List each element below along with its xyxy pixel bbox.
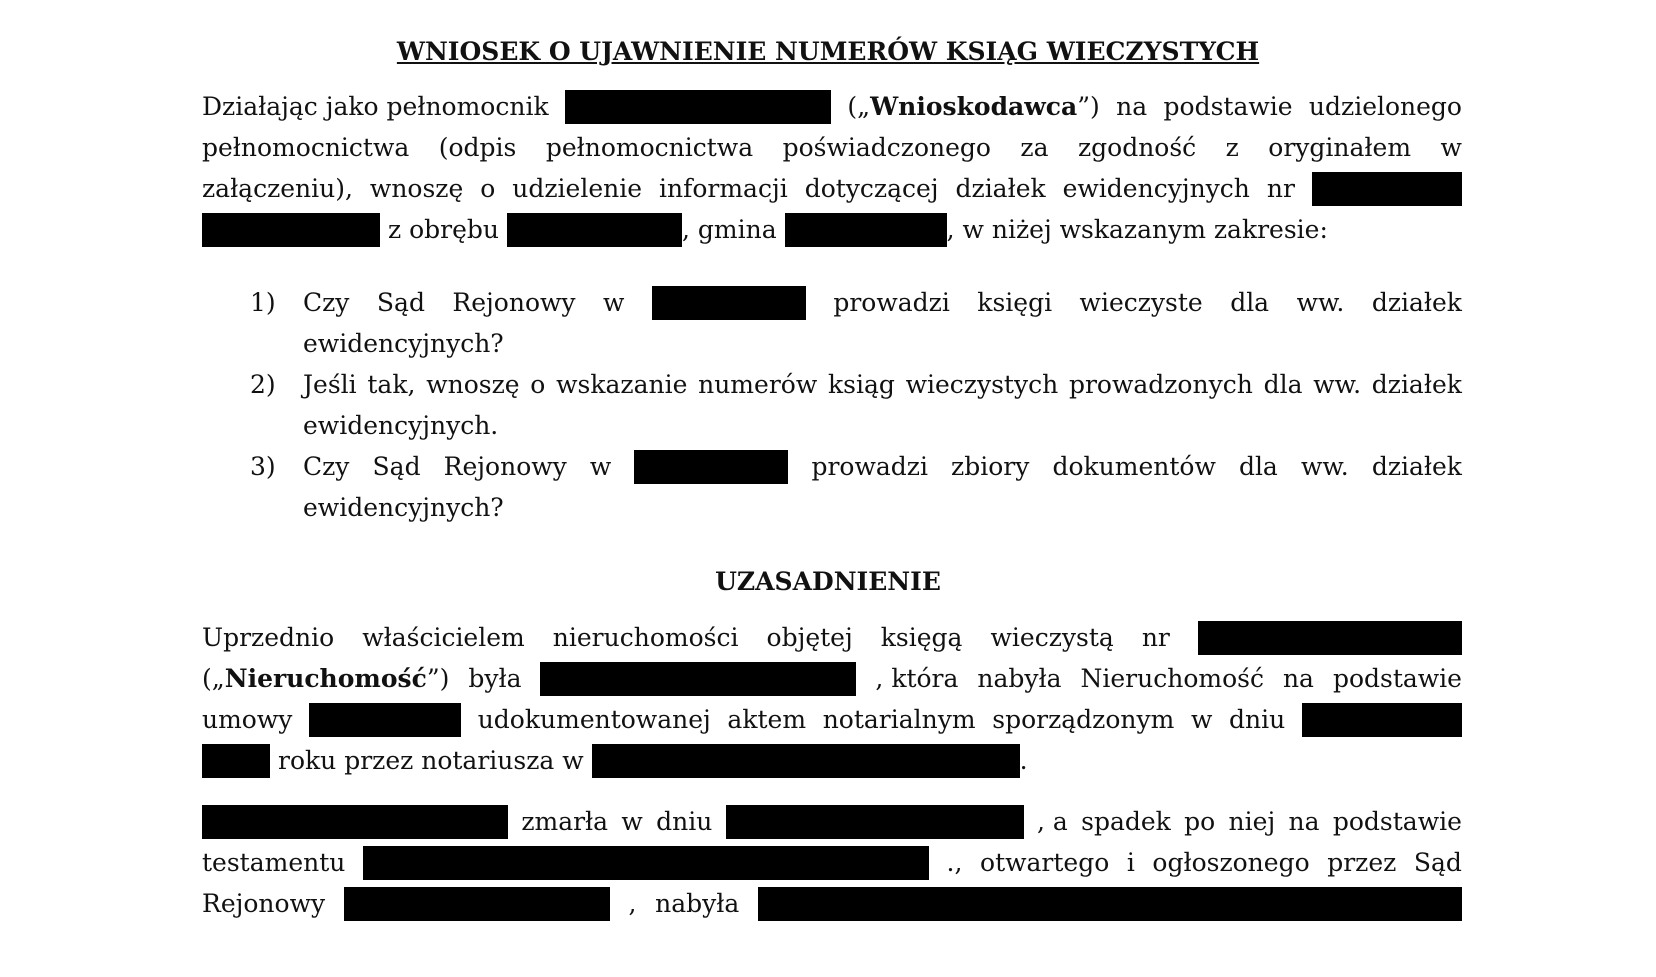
word: informacji	[659, 174, 788, 203]
word: udzielenie	[512, 174, 643, 203]
word: działek	[1371, 370, 1462, 399]
redaction-block	[507, 213, 682, 247]
p1-line-3	[202, 702, 1462, 738]
redaction-block	[1198, 621, 1462, 655]
word: Jeśli	[303, 370, 357, 399]
redaction-block	[565, 90, 831, 124]
intro-line-1	[202, 89, 1462, 125]
word: na	[1282, 664, 1314, 693]
word: za	[1020, 133, 1049, 162]
word: była	[468, 664, 522, 693]
p2-line-3	[202, 886, 1462, 922]
word: pełnomocnictwa	[545, 133, 754, 162]
word: ww.	[1296, 288, 1345, 317]
p2-line-1	[202, 804, 1462, 840]
word: niej	[1228, 807, 1276, 836]
redaction-block	[1312, 172, 1462, 206]
list-item-3-line-2: ewidencyjnych?	[303, 493, 504, 522]
word: i	[1126, 848, 1135, 877]
word: po	[1184, 807, 1216, 836]
word: Rejonowy	[202, 889, 326, 918]
word: poświadczonego	[782, 133, 991, 162]
word: z	[1225, 133, 1239, 162]
p1-line-1	[202, 620, 1462, 656]
word: ogłoszonego	[1152, 848, 1310, 877]
word: umowy	[202, 705, 293, 734]
word: wskazanie	[556, 370, 688, 399]
word: Nieruchomość	[1080, 664, 1264, 693]
word: w	[603, 288, 625, 317]
word: księgi	[977, 288, 1053, 317]
word: nieruchomości	[552, 623, 739, 652]
redaction-block	[592, 744, 1020, 778]
redaction-block	[309, 703, 461, 737]
intro-text: na	[1116, 92, 1148, 121]
word: wnoszę	[369, 174, 464, 203]
word: dla	[1238, 452, 1278, 481]
redaction-block	[726, 805, 1024, 839]
word: księgą	[880, 623, 963, 652]
word: Rejonowy	[452, 288, 576, 317]
word: Rejonowy	[443, 452, 567, 481]
redaction-block	[758, 887, 1462, 921]
word: podstawie	[1332, 664, 1462, 693]
word: wieczystą	[990, 623, 1114, 652]
word: sporządzonym	[992, 705, 1175, 734]
word: ksiąg	[827, 370, 895, 399]
word: ,	[628, 889, 637, 918]
word: właścicielem	[362, 623, 525, 652]
word: otwartego	[980, 848, 1110, 877]
word: nr	[1266, 174, 1295, 203]
p1-line-4	[202, 743, 1462, 779]
intro-text: udzielonego	[1308, 92, 1462, 121]
intro-text: („Wnioskodawca”)	[847, 92, 1100, 121]
word: dniu	[1229, 705, 1286, 734]
word: testamentu	[202, 848, 346, 877]
word: prowadzi	[811, 452, 928, 481]
word: Sąd	[376, 288, 425, 317]
redaction-block	[785, 213, 947, 247]
defined-term: Wnioskodawca	[870, 92, 1078, 121]
word: udokumentowanej	[477, 705, 711, 734]
word: pełnomocnictwa	[202, 133, 410, 162]
word: nabyła	[977, 664, 1062, 693]
word: , która	[875, 664, 959, 693]
word: zmarła	[521, 807, 609, 836]
word: dla	[1230, 288, 1270, 317]
redaction-block	[344, 887, 610, 921]
word: wieczystych	[905, 370, 1059, 399]
defined-term: Nieruchomość	[224, 664, 427, 693]
intro-text: z obrębu	[388, 215, 500, 244]
word: wieczyste	[1079, 288, 1203, 317]
intro-text: , w niżej wskazanym zakresie:	[946, 215, 1328, 244]
redaction-block	[363, 846, 929, 880]
section-heading: UZASADNIENIE	[715, 567, 941, 596]
word: roku przez notariusza w	[278, 746, 584, 775]
p2-line-2	[202, 845, 1462, 881]
word: nabyła	[655, 889, 740, 918]
word: w	[1190, 705, 1213, 734]
list-item-3-line-1	[303, 449, 1462, 485]
word: działek	[955, 174, 1046, 203]
intro-line-2	[202, 130, 1462, 166]
word: dniu	[656, 807, 713, 836]
intro-line-3	[202, 171, 1462, 207]
word: prowadzonych	[1068, 370, 1253, 399]
redaction-block	[1302, 703, 1462, 737]
word: notarialnym	[822, 705, 976, 734]
word: numerów	[698, 370, 818, 399]
word: objętej	[766, 623, 853, 652]
word: aktem	[727, 705, 807, 734]
word: wnoszę	[426, 370, 520, 399]
word: zbiory	[951, 452, 1030, 481]
word: , a	[1037, 807, 1068, 836]
redaction-block	[202, 744, 270, 778]
list-item-2-line-2: ewidencyjnych.	[303, 411, 499, 440]
redaction-block	[202, 805, 508, 839]
redaction-block	[652, 286, 806, 320]
word: spadek	[1081, 807, 1171, 836]
list-item-number: 2)	[250, 370, 276, 399]
list-item-number: 1)	[250, 288, 276, 317]
word: w	[621, 807, 643, 836]
word: podstawie	[1332, 807, 1462, 836]
word: o	[530, 370, 546, 399]
word: Czy	[303, 452, 350, 481]
word: zgodność	[1077, 133, 1197, 162]
word: nr	[1141, 623, 1170, 652]
intro-text: podstawie	[1163, 92, 1293, 121]
word: na	[1288, 807, 1320, 836]
document-title: WNIOSEK O UJAWNIENIE NUMERÓW KSIĄG WIECZYSTYCH	[396, 37, 1260, 66]
word: Czy	[303, 288, 350, 317]
word: Uprzednio	[202, 623, 335, 652]
list-item-1-line-2: ewidencyjnych?	[303, 329, 504, 358]
word: prowadzi	[833, 288, 950, 317]
redaction-block	[540, 662, 856, 696]
word: .,	[946, 848, 963, 877]
list-item-number: 3)	[250, 452, 276, 481]
intro-text: , gmina	[682, 215, 777, 244]
word: o	[480, 174, 496, 203]
word: działek	[1371, 288, 1462, 317]
word: dokumentów	[1052, 452, 1216, 481]
word: przez	[1327, 848, 1397, 877]
intro-text: Działając jako pełnomocnik	[202, 92, 549, 121]
p1-line-2	[202, 661, 1462, 697]
word: załączeniu),	[202, 174, 353, 203]
word: tak,	[367, 370, 416, 399]
word: (odpis	[438, 133, 517, 162]
word: („Nieruchomość”)	[202, 664, 450, 693]
list-item-1-line-1	[303, 285, 1462, 321]
word: w	[589, 452, 612, 481]
intro-line-4	[202, 212, 1462, 248]
word: oryginałem	[1268, 133, 1412, 162]
word: Sąd	[372, 452, 421, 481]
redaction-block	[202, 213, 380, 247]
word: dla	[1263, 370, 1303, 399]
word: ww.	[1313, 370, 1362, 399]
word: działek	[1371, 452, 1462, 481]
word: ewidencyjnych	[1062, 174, 1250, 203]
list-item-2-line-1	[303, 367, 1462, 403]
word: dotyczącej	[804, 174, 939, 203]
word: .	[1019, 746, 1028, 775]
word: Sąd	[1413, 848, 1462, 877]
word: w	[1440, 133, 1462, 162]
redaction-block	[634, 450, 788, 484]
word: ww.	[1300, 452, 1349, 481]
